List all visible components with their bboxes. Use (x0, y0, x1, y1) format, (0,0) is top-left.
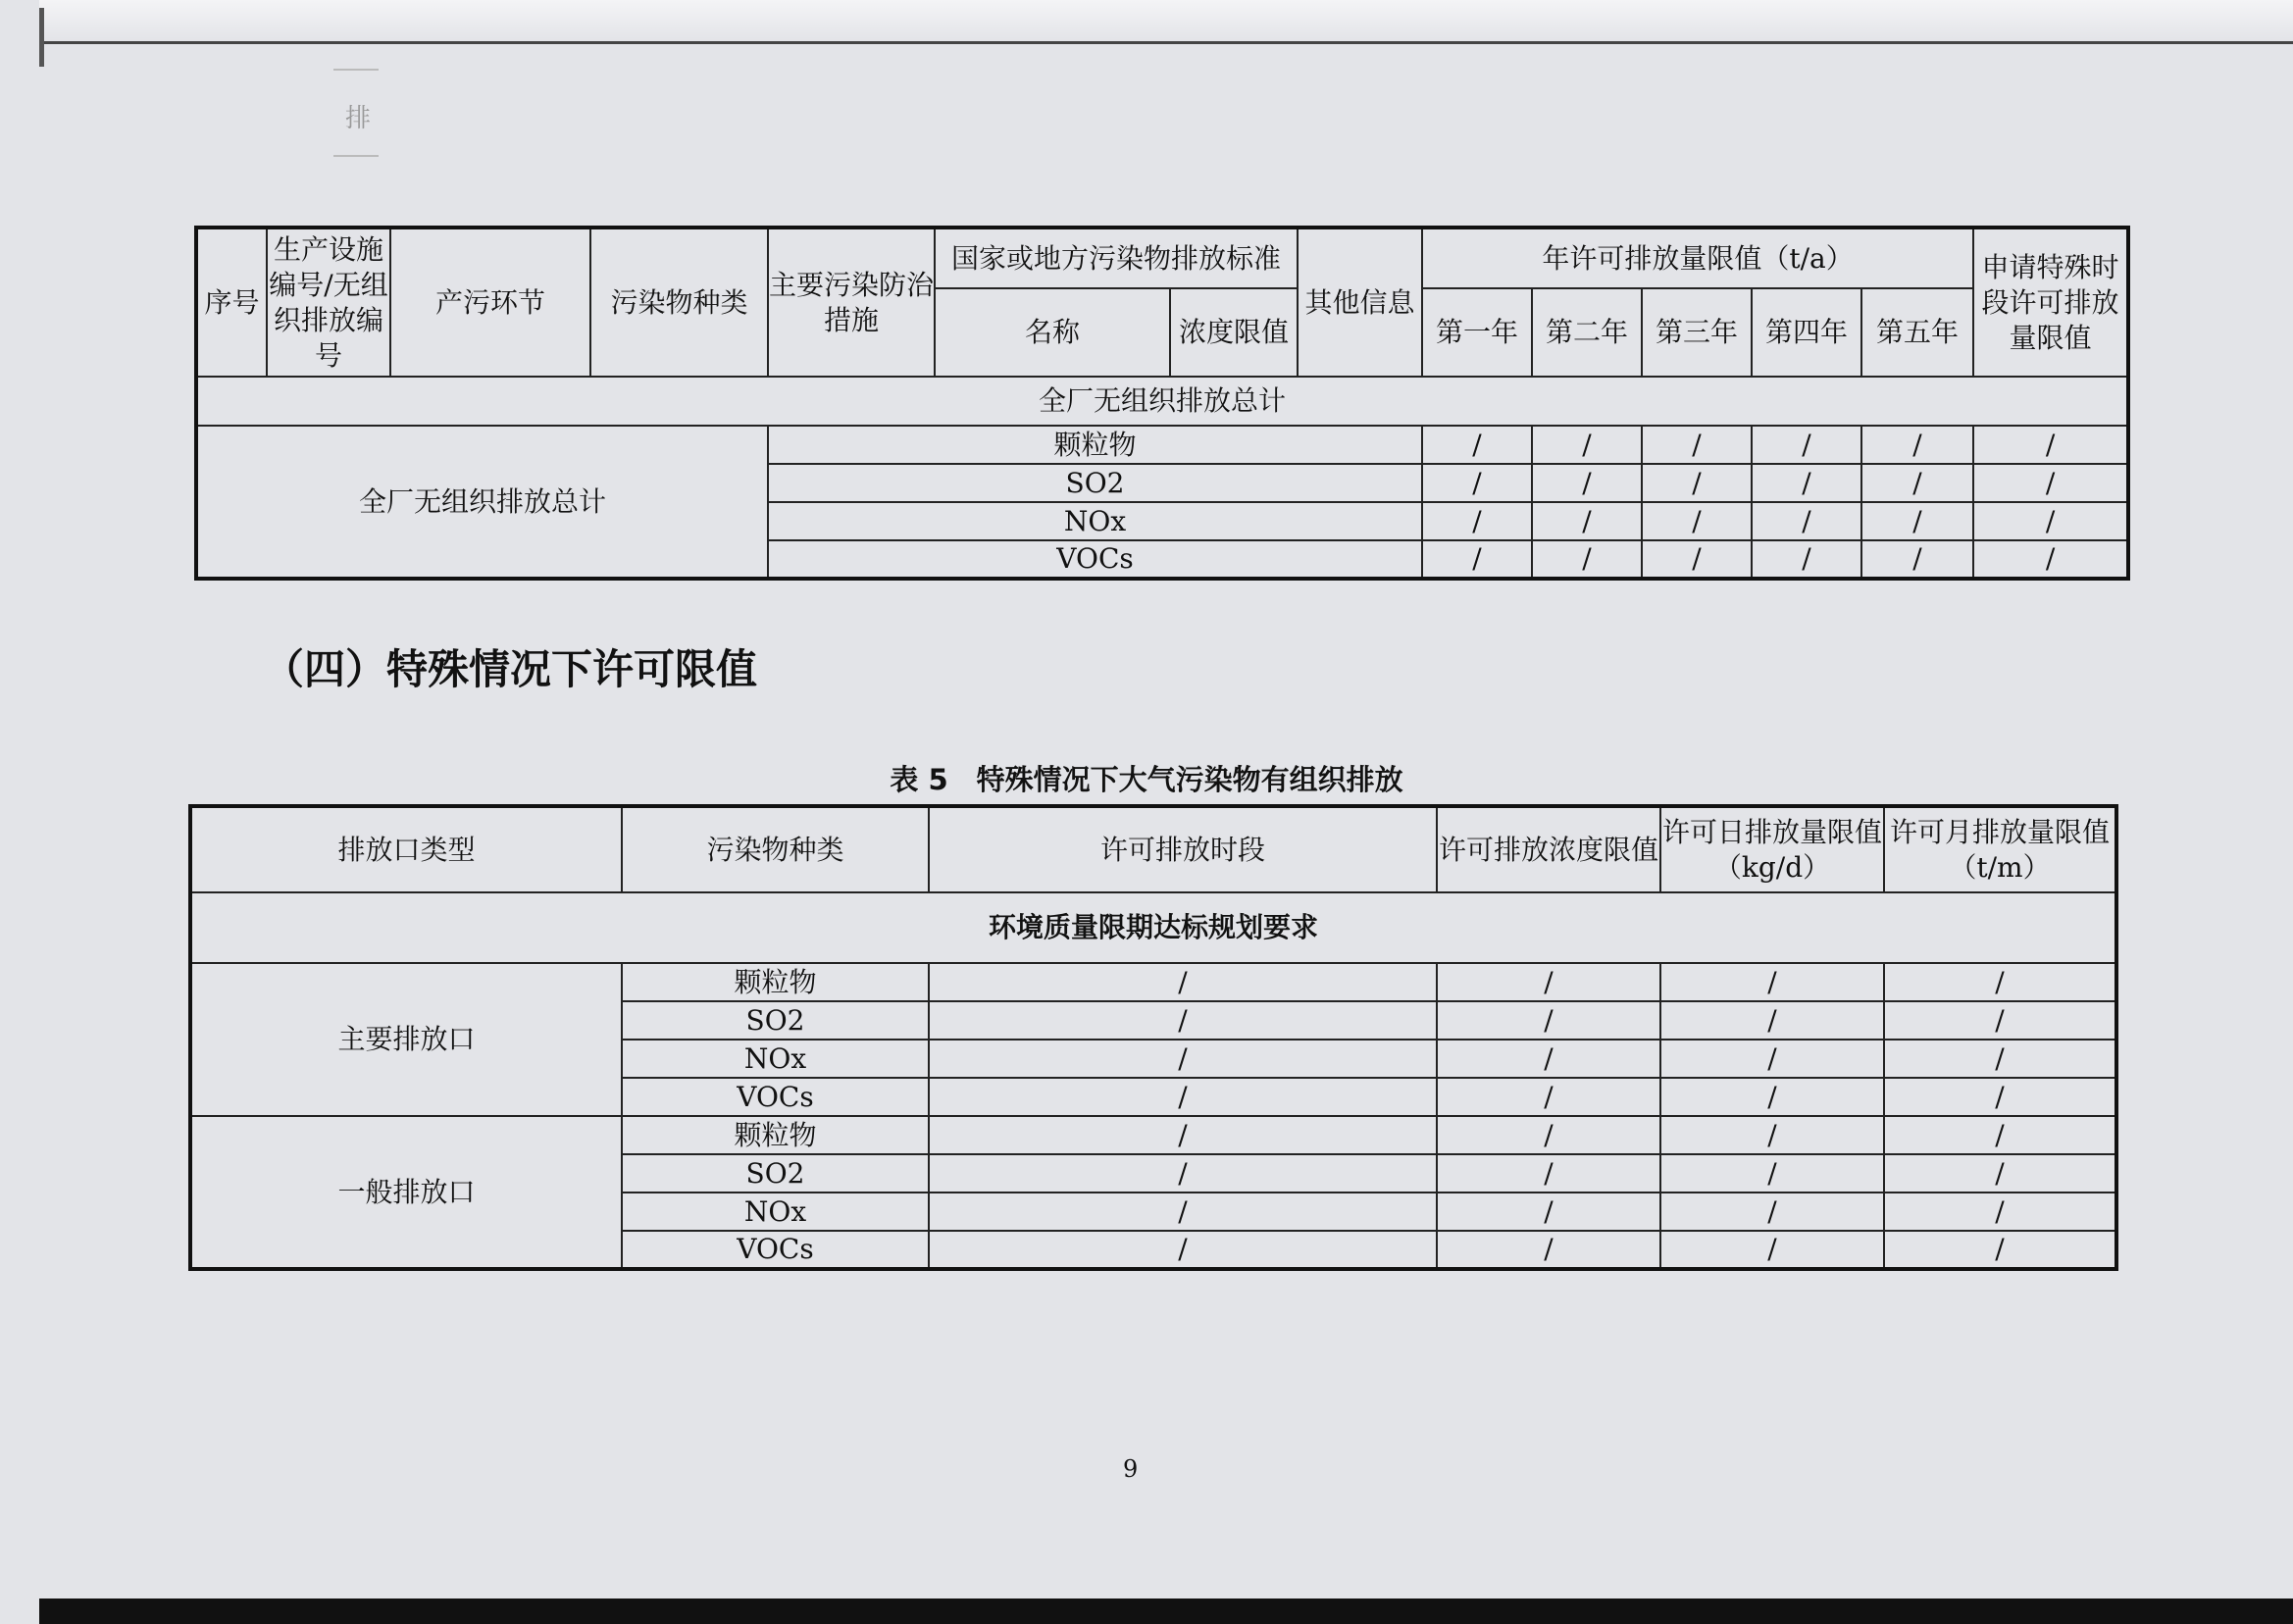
header-standard: 国家或地方污染物排放标准 (935, 228, 1298, 288)
row-pollutant: VOCs (622, 1078, 929, 1116)
section-row-label: 环境质量限期达标规划要求 (190, 892, 2116, 963)
faint-header-text: 排 (345, 104, 372, 133)
row-value: / (1532, 540, 1642, 579)
header-year-2: 第二年 (1532, 288, 1642, 377)
row-pollutant: NOx (622, 1040, 929, 1078)
row-value: / (1861, 502, 1973, 540)
row-value: / (1660, 1078, 1884, 1116)
row-pollutant: NOx (622, 1193, 929, 1231)
header-annual-limit: 年许可排放量限值（t/a） (1422, 228, 1973, 288)
faint-rule-top (333, 69, 379, 71)
header-monthly-limit: 许可月排放量限值（t/m） (1884, 806, 2116, 892)
header-conc-limit: 许可排放浓度限值 (1437, 806, 1660, 892)
row-value: / (1973, 502, 2128, 540)
special-emission-table (188, 804, 2118, 1271)
row-value: / (1642, 426, 1752, 464)
page-left-edge-mark (39, 8, 44, 67)
row-value: / (1884, 1116, 2116, 1154)
row-value: / (1884, 1078, 2116, 1116)
header-other: 其他信息 (1298, 228, 1422, 377)
group-label: 全厂无组织排放总计 (196, 426, 768, 579)
row-value: / (1422, 502, 1532, 540)
row-pollutant: SO2 (622, 1154, 929, 1193)
row-pollutant: VOCs (768, 540, 1422, 579)
row-pollutant: 颗粒物 (768, 426, 1422, 464)
row-value: / (1660, 1001, 1884, 1040)
header-pollutant: 污染物种类 (622, 806, 929, 892)
row-pollutant: 颗粒物 (622, 963, 929, 1001)
row-value: / (1437, 963, 1660, 1001)
row-value: / (1752, 426, 1861, 464)
row-value: / (1660, 1231, 1884, 1269)
row-value: / (1437, 1040, 1660, 1078)
row-value: / (1660, 1193, 1884, 1231)
row-value: / (929, 963, 1437, 1001)
row-pollutant: NOx (768, 502, 1422, 540)
row-value: / (1437, 1154, 1660, 1193)
row-pollutant: SO2 (622, 1001, 929, 1040)
row-value: / (1861, 540, 1973, 579)
row-value: / (929, 1001, 1437, 1040)
row-value: / (1642, 464, 1752, 502)
row-value: / (1422, 464, 1532, 502)
row-value: / (929, 1231, 1437, 1269)
row-value: / (1660, 1154, 1884, 1193)
row-value: / (1660, 1116, 1884, 1154)
section-heading: （四）特殊情况下许可限值 (263, 645, 758, 693)
row-value: / (1532, 426, 1642, 464)
row-value: / (1660, 1040, 1884, 1078)
row-value: / (929, 1193, 1437, 1231)
header-std-name: 名称 (935, 288, 1170, 377)
page-number: 9 (1123, 1455, 1139, 1483)
header-year-3: 第三年 (1642, 288, 1752, 377)
faint-rule-bottom (333, 155, 379, 157)
row-value: / (1642, 502, 1752, 540)
header-period: 许可排放时段 (929, 806, 1437, 892)
row-pollutant: VOCs (622, 1231, 929, 1269)
row-value: / (1532, 502, 1642, 540)
row-value: / (1642, 540, 1752, 579)
scan-bottom-edge (39, 1599, 2293, 1624)
header-seq: 序号 (196, 228, 267, 377)
row-value: / (1422, 540, 1532, 579)
row-value: / (929, 1040, 1437, 1078)
row-value: / (1437, 1231, 1660, 1269)
header-outlet-type: 排放口类型 (190, 806, 622, 892)
row-value: / (1752, 502, 1861, 540)
header-process: 产污环节 (390, 228, 590, 377)
row-value: / (1437, 1001, 1660, 1040)
row-value: / (1973, 464, 2128, 502)
header-year-5: 第五年 (1861, 288, 1973, 377)
page-top-edge (39, 0, 2293, 44)
row-value: / (1861, 426, 1973, 464)
header-measures: 主要污染防治措施 (768, 228, 935, 377)
group-label-general: 一般排放口 (190, 1116, 622, 1269)
row-value: / (929, 1078, 1437, 1116)
row-value: / (1861, 464, 1973, 502)
header-year-4: 第四年 (1752, 288, 1861, 377)
row-pollutant: 颗粒物 (622, 1116, 929, 1154)
row-value: / (1437, 1078, 1660, 1116)
table-caption: 表 5 特殊情况下大气污染物有组织排放 (890, 763, 1403, 796)
row-value: / (1884, 1193, 2116, 1231)
row-value: / (1532, 464, 1642, 502)
header-pollutant: 污染物种类 (590, 228, 768, 377)
row-value: / (1973, 540, 2128, 579)
row-value: / (1752, 464, 1861, 502)
header-daily-limit: 许可日排放量限值（kg/d） (1660, 806, 1884, 892)
row-value: / (929, 1116, 1437, 1154)
row-value: / (1973, 426, 2128, 464)
header-facility: 生产设施编号/无组织排放编号 (267, 228, 390, 377)
row-value: / (1884, 1040, 2116, 1078)
row-value: / (929, 1154, 1437, 1193)
row-value: / (1884, 1231, 2116, 1269)
row-value: / (1660, 963, 1884, 1001)
row-value: / (1437, 1116, 1660, 1154)
row-value: / (1884, 1154, 2116, 1193)
group-label-main: 主要排放口 (190, 963, 622, 1116)
header-std-limit: 浓度限值 (1170, 288, 1298, 377)
section-row-label: 全厂无组织排放总计 (196, 377, 2128, 426)
row-pollutant: SO2 (768, 464, 1422, 502)
row-value: / (1437, 1193, 1660, 1231)
unorganized-emission-table (194, 226, 2130, 581)
row-value: / (1422, 426, 1532, 464)
header-year-1: 第一年 (1422, 288, 1532, 377)
row-value: / (1884, 1001, 2116, 1040)
row-value: / (1884, 963, 2116, 1001)
row-value: / (1752, 540, 1861, 579)
header-special-limit: 申请特殊时段许可排放量限值 (1973, 228, 2128, 377)
